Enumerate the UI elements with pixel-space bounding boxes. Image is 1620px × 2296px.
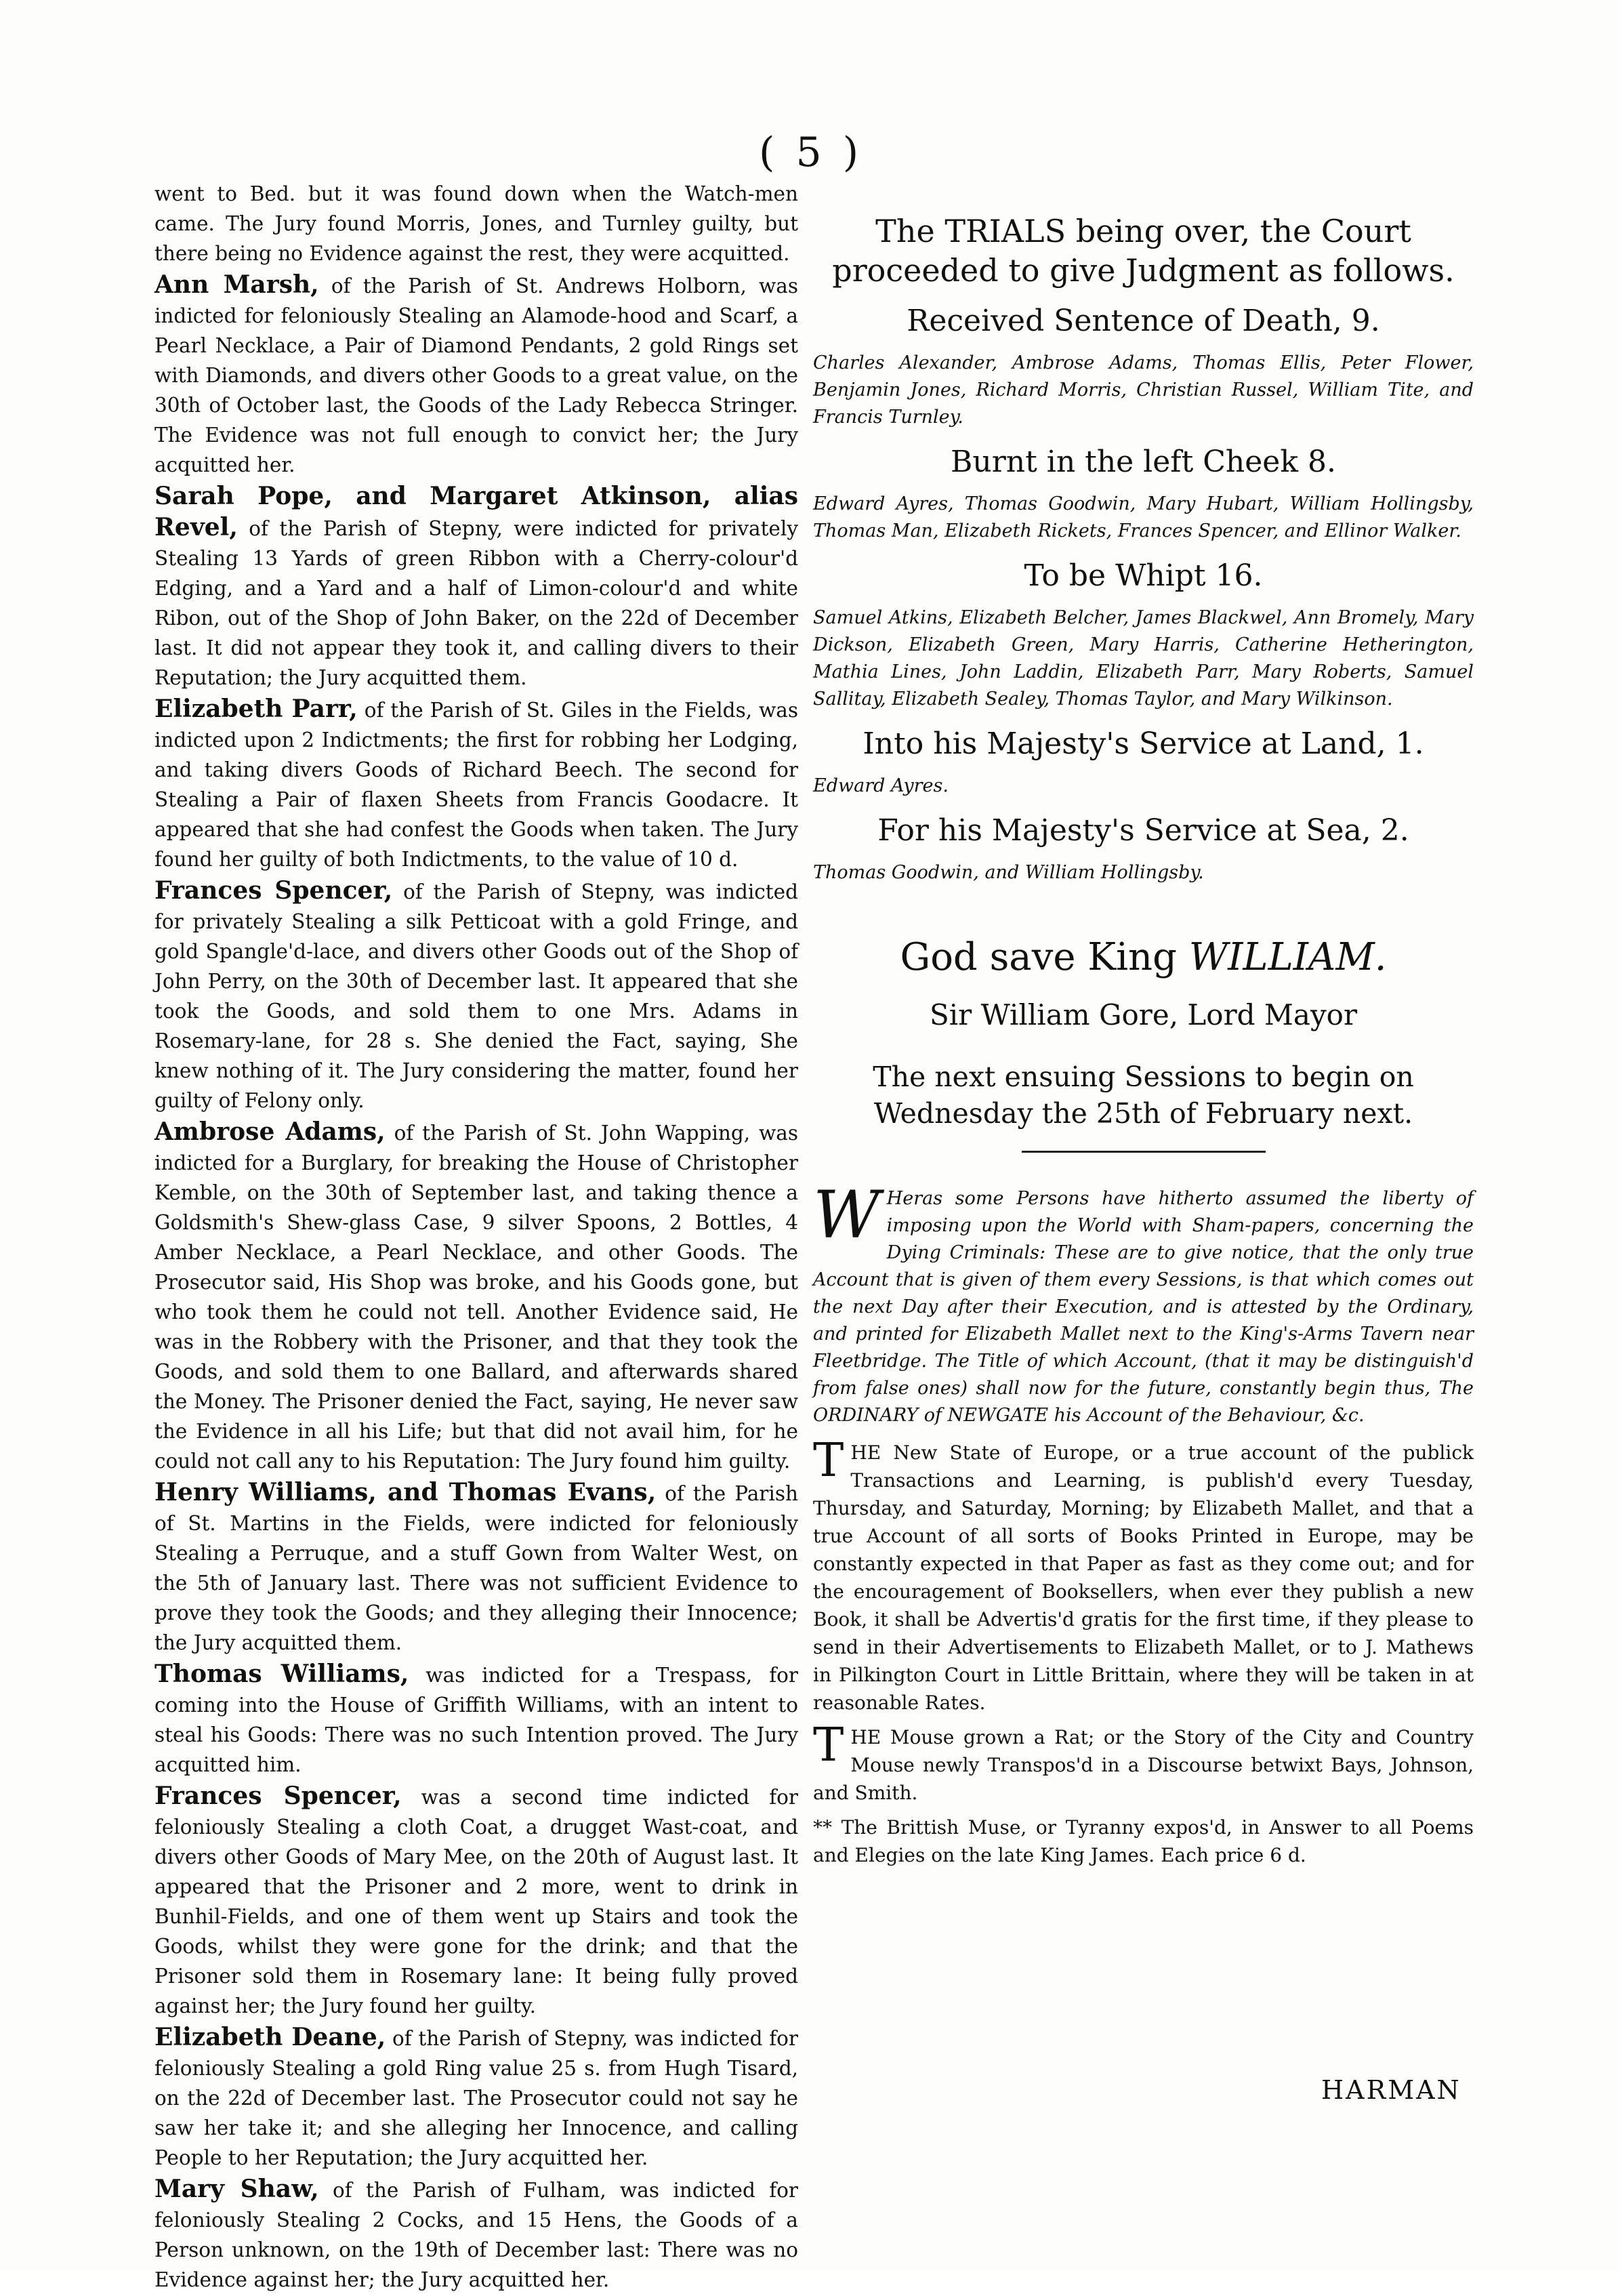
left-column <box>154 178 798 2296</box>
next-sessions: The next ensuing Sessions to begin on Wednesday the 25th of February next. <box>873 1061 1414 1130</box>
sentence-names-death: Charles Alexander, Ambrose Adams, Thomas Ellis, Peter Flower, Benjamin Jones, Richard Morris, Christian Russel, William Tite, and Francis Turnley. <box>813 352 1474 428</box>
god-save-king: God save King WILLIAM. <box>900 935 1387 979</box>
sentence-heading-sea-service: For his Majesty's Service at Sea, 2. <box>877 813 1409 848</box>
trial-entry: Ambrose Adams, of the Parish of St. John Wapping, was indicted for a Burglary, for breaking the House of Christopher Kemble, on the 30th of September last, and taking thence a Goldsmith's Shew-glass Case, 9 silver Spoons, 2 Bottles, 4 Amber Necklace, a Pearl Necklace, and other Goods. The Prosecutor said, His Shop was broke, and his Goods gone, but who took them he could not tell. Another Evidence said, He was in the Robbery with the Prisoner, and that they took the Goods, and sold them to one Ballard, and afterwards shared the Money. The Prisoner denied the Fact, saying, He never saw the Evidence in all his Life; but that did not avail him, for he could not call any to his Reputation: The Jury found him guilty. <box>154 1118 798 1473</box>
sentence-names-sea-service: Thomas Goodwin, and William Hollingsby. <box>813 862 1204 883</box>
drop-cap: T <box>813 1719 844 1772</box>
divider-rule <box>1022 1151 1266 1153</box>
defendant-name: Sarah Pope, and Margaret Atkinson, alias Revel, <box>154 482 798 541</box>
sentence-names-land-service: Edward Ayres. <box>813 775 949 796</box>
judgment-intro: The TRIALS being over, the Court proceeded to give Judgment as follows. <box>832 213 1455 289</box>
trial-entry: Frances Spencer, of the Parish of Stepny, was indicted for privately Stealing a silk Petticoat with a gold Fringe, and gold Spangle'd-lace, and divers other Goods out of the Shop of John Perry, on the 30th of December last. It appeared that she took the Goods, and sold them to one Mrs. Adams in Rosemary-lane, for 28 s. She denied the Fact, saying, She knew nothing of it. The Jury considering the matter, found her guilty of Felony only. <box>154 876 798 1112</box>
trial-entry: went to Bed. but it was found down when the Watch-men came. The Jury found Morris, Jones, and Turnley guilty, but there being no Evidence against the rest, they were acquitted. <box>154 182 798 265</box>
trial-entry: Ann Marsh, of the Parish of St. Andrews Holborn, was indicted for feloniously Stealing an Alamode-hood and Scarf, a Pearl Necklace, a Pair of Diamond Pendants, 2 gold Rings set with Diamonds, and divers other Goods to a great value, on the 30th of October last, the Goods of the Lady Rebecca Stringer. The Evidence was not full enough to convict her; the Jury acquitted her. <box>154 270 798 476</box>
defendant-name: Thomas Williams, <box>154 1660 409 1688</box>
notice-paragraph: W Heras some Persons have hitherto assumed the liberty of imposing upon the World with Sham-papers, concerning the Dying Criminals: These are to give notice, that the only true Account that is given of them every Sessions, is that which comes out the next Day after their Execution, and is attested by the Ordinary, and printed for Elizabeth Mallet next to the King's-Arms Tavern near Fleetbridge. The Title of which Account, (that it may be distinguish'd from false ones) shall now for the future, constantly begin thus, The ORDINARY of NEWGATE his Account of the Behaviour, &c. <box>813 1177 1474 1426</box>
printer-imprint: HARMAN <box>1321 2075 1461 2105</box>
drop-cap: W <box>813 1177 880 1253</box>
trial-entry: Henry Williams, and Thomas Evans, of the Parish of St. Martins in the Fields, were indicted for feloniously Stealing a Perruque, and a stuff Gown from Walter West, on the 5th of January last. There was not sufficient Evidence to prove they took the Goods; and they alleging their Innocence; the Jury acquitted them. <box>154 1478 798 1654</box>
drop-cap: T <box>813 1434 844 1488</box>
defendant-name: Elizabeth Parr, <box>154 695 358 723</box>
trial-entry: Elizabeth Parr, of the Parish of St. Giles in the Fields, was indicted upon 2 Indictments; the first for robbing her Lodging, and taking divers Goods of Richard Beech. The second for Stealing a Pair of flaxen Sheets from Francis Goodacre. It appeared that she had confest the Goods when taken. The Jury found her guilty of both Indictments, to the value of 10 d. <box>154 695 798 871</box>
sentence-names-whipt: Samuel Atkins, Elizabeth Belcher, James Blackwel, Ann Bromely, Mary Dickson, Elizabeth Green, Mary Harris, Catherine Hetherington, Mathia Lines, John Laddin, Elizabeth Parr, Mary Roberts, Samuel Sallitay, Elizabeth Sealey, Thomas Taylor, and Mary Wilkinson. <box>813 607 1474 710</box>
defendant-name: Frances Spencer, <box>154 876 393 905</box>
right-column <box>813 178 1474 1876</box>
defendant-name: Elizabeth Deane, <box>154 2023 386 2051</box>
defendant-name: Mary Shaw, <box>154 2175 319 2203</box>
defendant-name: Frances Spencer, <box>154 1782 402 1810</box>
defendant-name: Ambrose Adams, <box>154 1118 386 1146</box>
sentence-heading-whipt: To be Whipt 16. <box>1024 558 1263 593</box>
defendant-name: Ann Marsh, <box>154 270 319 299</box>
trial-entry: Frances Spencer, was a second time indicted for feloniously Stealing a cloth Coat, a drugget Wast-coat, and divers other Goods of Mary Mee, on the 20th of August last. It appeared that the Prisoner and 2 more, went to drink in Bunhil-Fields, and one of them went up Stairs and took the Goods, whilst they were gone for the drink; and that the Prisoner sold them in Rosemary lane: It being fully proved against her; the Jury found her guilty. <box>154 1782 798 2017</box>
trial-entry: Mary Shaw, of the Parish of Fulham, was indicted for feloniously Stealing 2 Cocks, and 15 Hens, the Goods of a Person unknown, on the 19th of December last: There was no Evidence against her; the Jury acquitted her. <box>154 2175 798 2291</box>
page-number: ( 5 ) <box>759 129 863 176</box>
trial-entry: Elizabeth Deane, of the Parish of Stepny, was indicted for feloniously Stealing a gold Ring value 25 s. from Hugh Tisard, on the 22d of December last. The Prosecutor could not say he saw her take it; and she alleging her Innocence, and calling People to her Reputation; the Jury acquitted her. <box>154 2023 798 2169</box>
defendant-name: Henry Williams, and Thomas Evans, <box>154 1478 657 1506</box>
advertisement-new-state: THE New State of Europe, or a true account of the publick Transactions and Learning, is publish'd every Tuesday, Thursday, and Saturday, Morning; by Elizabeth Mallet, and that a true Account of all sorts of Books Printed in Europe, may be constantly expected in that Paper as fast as they come out; and for the encouragement of Booksellers, when ever they publish a new Book, it shall be Advertis'd gratis for the first time, if they please to send in their Advertisements to Elizabeth Mallet, or to J. Mathews in Pilkington Court in Little Brittain, where they will be taken in at reasonable Rates. <box>813 1434 1474 1714</box>
advertisement-mouse: THE Mouse grown a Rat; or the Story of the City and Country Mouse newly Transpos'd in a Discourse betwixt Bays, Johnson, and Smith. <box>813 1719 1474 1804</box>
trial-entry: Sarah Pope, and Margaret Atkinson, alias Revel, of the Parish of Stepny, were indicted for privately Stealing 13 Yards of green Ribbon with a Cherry-colour'd Edging, and a Yard and a half of Limon-colour'd and white Ribon, out of the Shop of John Baker, on the 22d of December last. It did not appear they took it, and calling divers to their Reputation; the Jury acquitted them. <box>154 482 798 689</box>
sentence-names-burnt: Edward Ayres, Thomas Goodwin, Mary Hubart, William Hollingsby, Thomas Man, Elizabeth Rickets, Frances Spencer, and Ellinor Walker. <box>813 493 1474 541</box>
trial-entry: Thomas Williams, was indicted for a Trespass, for coming into the House of Griffith Williams, with an intent to steal his Goods: There was no such Intention proved. The Jury acquitted him. <box>154 1660 798 1776</box>
sentence-heading-burnt: Burnt in the left Cheek 8. <box>951 445 1336 479</box>
advertisement-brittish-muse: ** The Brittish Muse, or Tyranny expos'd, in Answer to all Poems and Elegies on the late King James. Each price 6 d. <box>813 1816 1474 1866</box>
lord-mayor: Sir William Gore, Lord Mayor <box>929 998 1358 1031</box>
sentence-heading-land-service: Into his Majesty's Service at Land, 1. <box>863 726 1424 761</box>
sentence-heading-death: Received Sentence of Death, 9. <box>907 304 1380 338</box>
